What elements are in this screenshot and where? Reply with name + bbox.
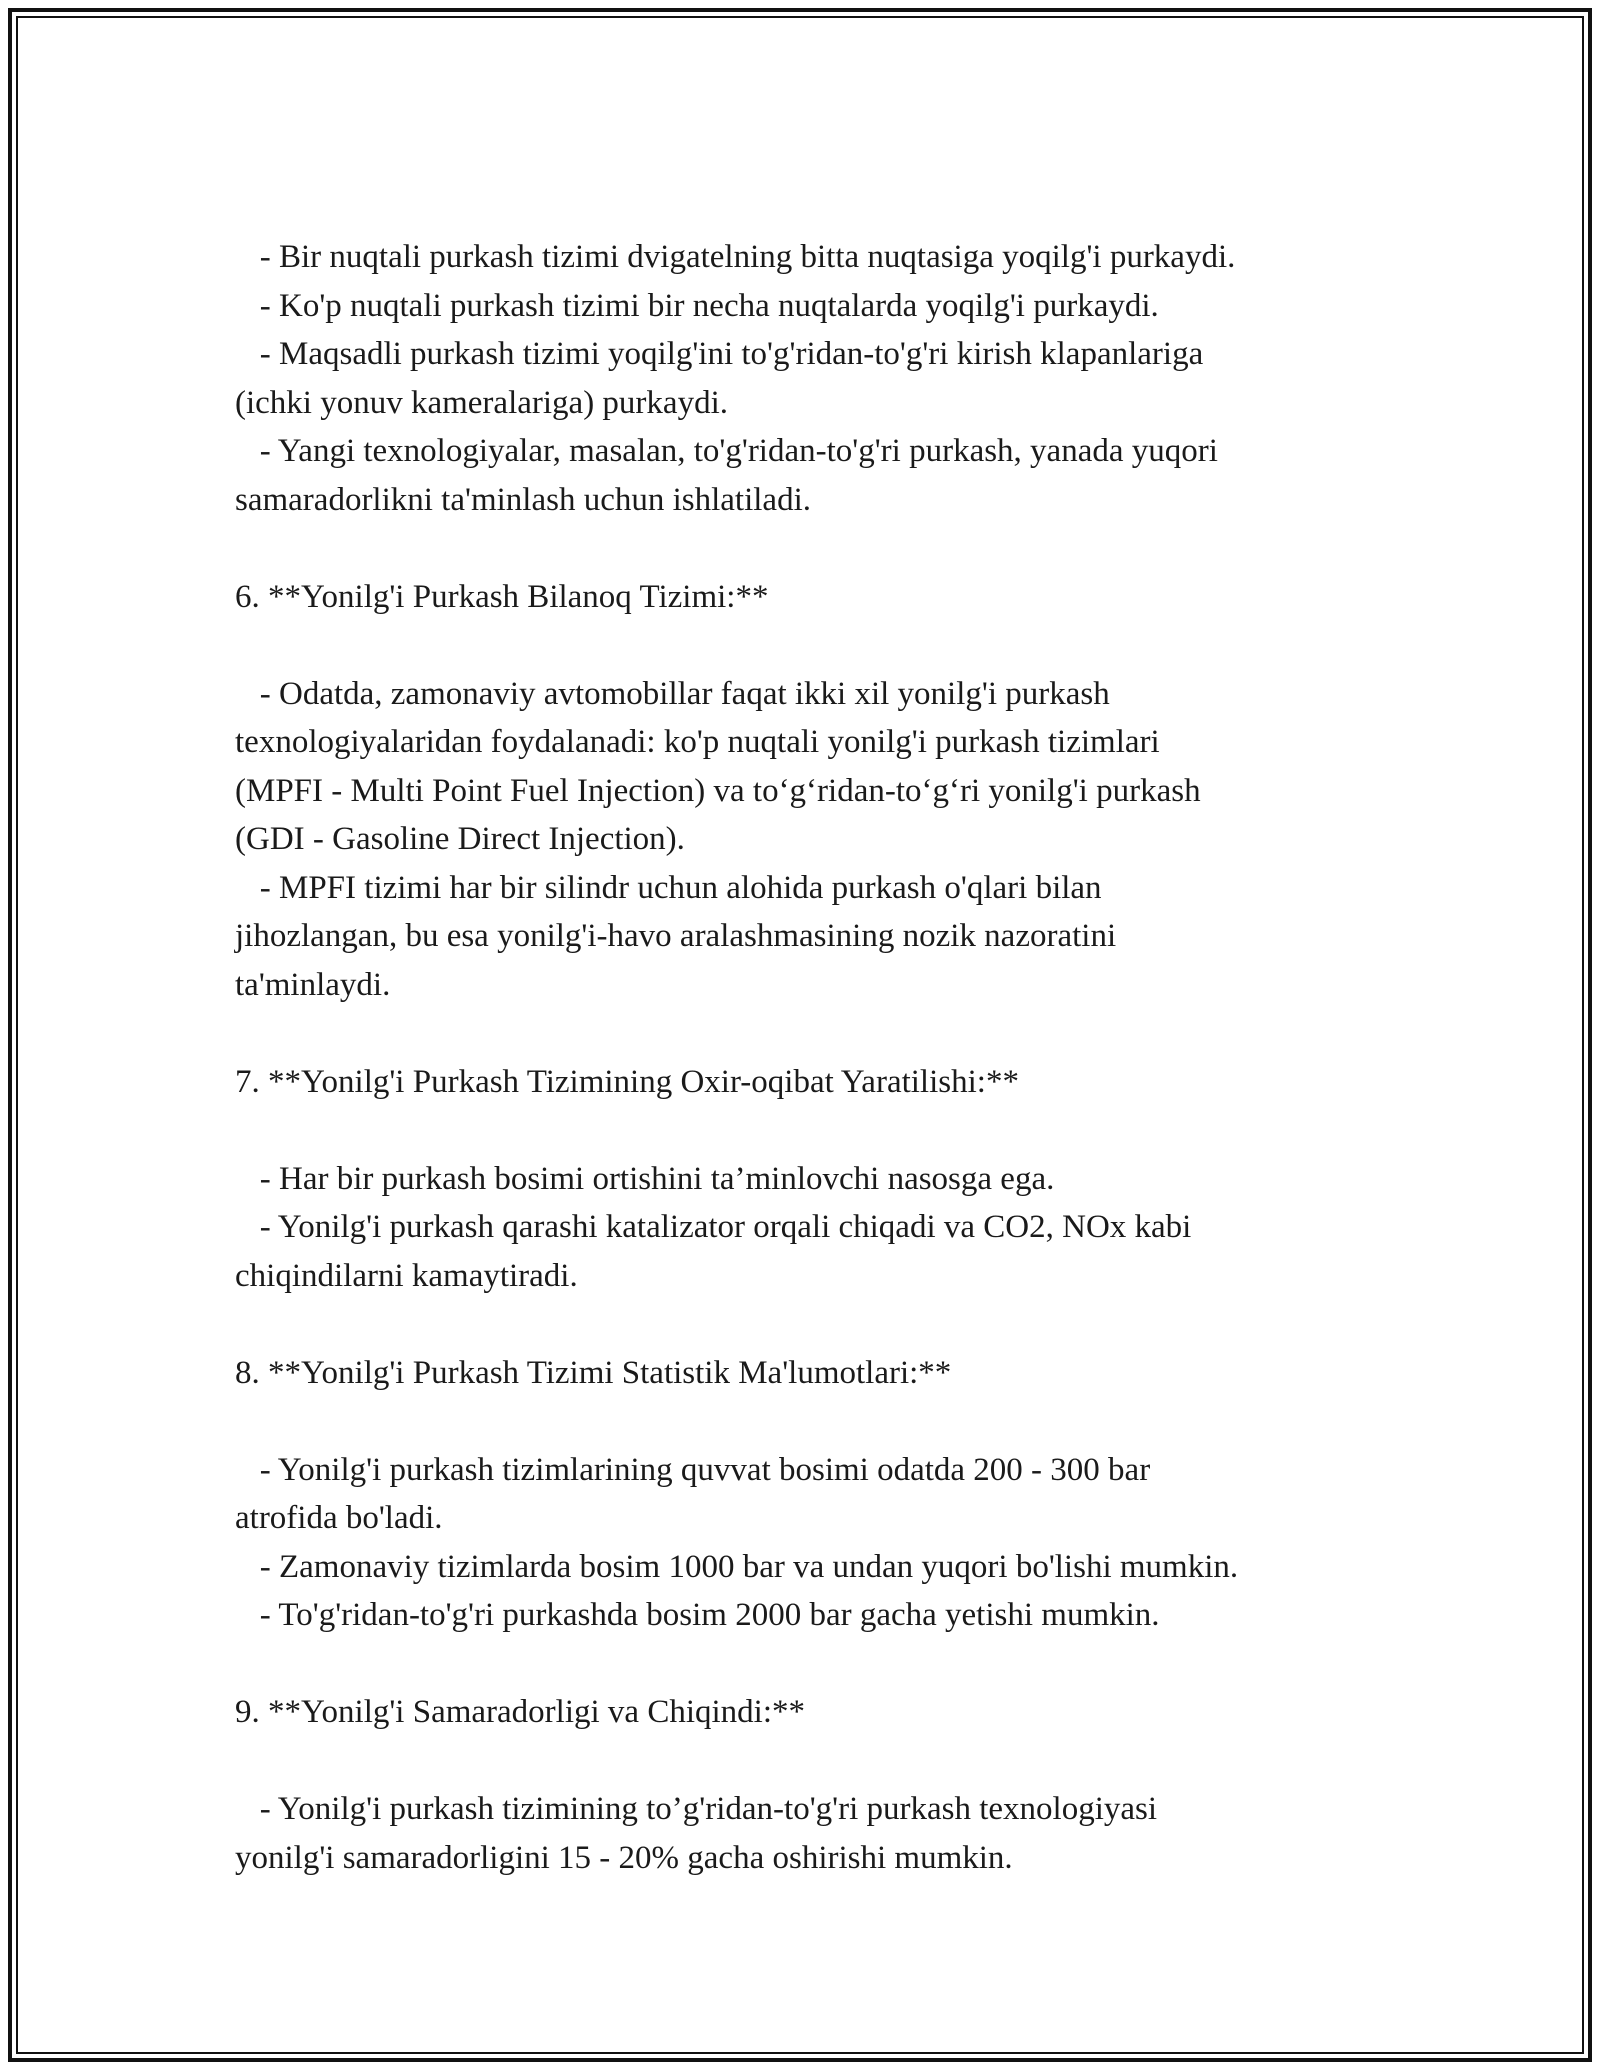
section-heading: 8. **Yonilg'i Purkash Tizimi Statistik Ma'lumotlari:** (235, 1354, 952, 1391)
text-line: - Maqsadli purkash tizimi yoqilg'ini to'g'ridan-to'g'ri kirish klapanlariga (235, 336, 1204, 372)
blank-line (235, 621, 1365, 670)
text-line: - MPFI tizimi har bir silindr uchun alohida purkash o'qlari bilan (235, 869, 1102, 906)
section-heading: 7. **Yonilg'i Purkash Tizimining Oxir-oqibat Yaratilishi:** (235, 1063, 1019, 1100)
blank-line (235, 1106, 1365, 1155)
text-line: texnologiyalaridan foydalanadi: ko'p nuqtali yonilg'i purkash tizimlari (235, 724, 1160, 760)
text-line: - Har bir purkash bosimi ortishini ta’minlovchi nasosga ega. (235, 1160, 1055, 1197)
text-line: jihozlangan, bu esa yonilg'i-havo aralashmasining nozik nazoratini (235, 918, 1117, 954)
blank-line (235, 1397, 1365, 1446)
text-line: - Yonilg'i purkash tizimlarining quvvat bosimi odatda 200 - 300 bar (235, 1451, 1151, 1488)
text-line: yonilg'i samaradorligini 15 - 20% gacha oshirishi mumkin. (235, 1839, 1013, 1876)
text-line: samaradorlikni ta'minlash uchun ishlatiladi. (235, 481, 811, 518)
blank-line (235, 1737, 1365, 1786)
text-line: (MPFI - Multi Point Fuel Injection) va to‘g‘ridan-to‘g‘ri yonilg'i purkash (235, 772, 1201, 809)
text-line: - Yonilg'i purkash qarashi katalizator orqali chiqadi va CO2, NOx kabi (235, 1209, 1192, 1245)
text-line: (ichki yonuv kameralariga) purkaydi. (235, 384, 728, 421)
blank-line (235, 1009, 1365, 1058)
text-line: chiqindilarni kamaytiradi. (235, 1257, 578, 1294)
document-body (235, 233, 1365, 1882)
text-line: - Yangi texnologiyalar, masalan, to'g'ridan-to'g'ri purkash, yanada yuqori (235, 433, 1218, 469)
text-line: atrofida bo'ladi. (235, 1500, 443, 1536)
text-line: - Odatda, zamonaviy avtomobillar faqat ikki xil yonilg'i purkash (235, 675, 1110, 712)
section-heading: 6. **Yonilg'i Purkash Bilanoq Tizimi:** (235, 578, 769, 615)
blank-line (235, 1640, 1365, 1689)
section-heading: 9. **Yonilg'i Samaradorligi va Chiqindi:** (235, 1694, 806, 1730)
text-line: ta'minlaydi. (235, 966, 391, 1003)
text-line: - Bir nuqtali purkash tizimi dvigatelning bitta nuqtasiga yoqilg'i purkaydi. (235, 239, 1236, 275)
text-line: (GDI - Gasoline Direct Injection). (235, 821, 685, 857)
text-line: - Zamonaviy tizimlarda bosim 1000 bar va undan yuqori bo'lishi mumkin. (235, 1548, 1239, 1585)
text-line: - Yonilg'i purkash tizimining to’g'ridan-to'g'ri purkash texnologiyasi (235, 1791, 1158, 1827)
blank-line (235, 1300, 1365, 1349)
text-line: - To'g'ridan-to'g'ri purkashda bosim 2000 bar gacha yetishi mumkin. (235, 1597, 1160, 1633)
blank-line (235, 524, 1365, 573)
text-line: - Ko'p nuqtali purkash tizimi bir necha nuqtalarda yoqilg'i purkaydi. (235, 287, 1159, 324)
